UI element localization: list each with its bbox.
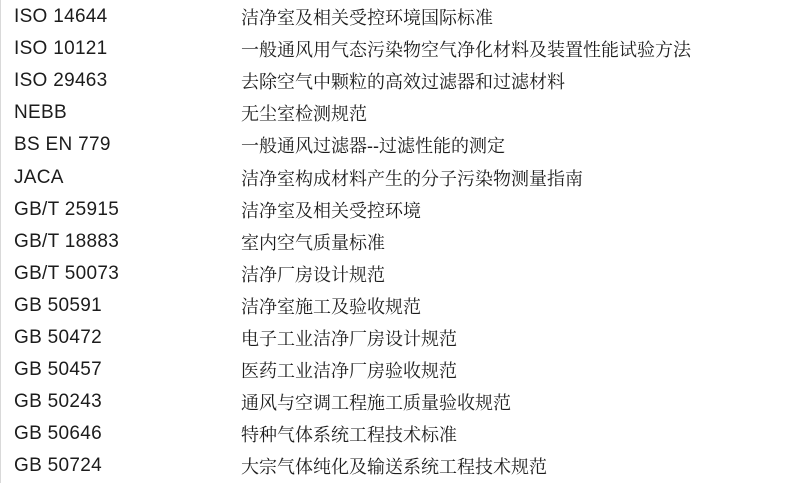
standard-code: GB 50646: [14, 423, 102, 445]
standard-code: GB 50472: [14, 326, 102, 348]
standard-code: GB 50724: [14, 455, 102, 477]
table-row: [1, 33, 800, 65]
standard-code: ISO 10121: [14, 38, 108, 60]
standard-code: ISO 14644: [14, 6, 108, 28]
standard-description: 洁净室构成材料产生的分子污染物测量指南: [241, 168, 583, 189]
table-row: [1, 386, 800, 418]
standard-description: 一般通风过滤器--过滤性能的测定: [241, 136, 505, 157]
standard-description: 洁净室及相关受控环境: [241, 200, 421, 221]
table-row: [1, 97, 800, 129]
standard-code: GB/T 25915: [14, 198, 120, 220]
standard-code: GB 50591: [14, 294, 102, 316]
table-row: [1, 418, 800, 450]
standard-code: GB 50457: [14, 359, 102, 381]
table-row: [1, 290, 800, 322]
standard-description: 特种气体系统工程技术标准: [241, 425, 457, 446]
standard-description: 洁净厂房设计规范: [241, 264, 385, 285]
standard-description: 无尘室检测规范: [241, 104, 367, 125]
standard-description: 医药工业洁净厂房验收规范: [241, 361, 457, 382]
table-row: [1, 322, 800, 354]
table-row: [1, 354, 800, 386]
table-row: [1, 450, 800, 482]
standard-description: 通风与空调工程施工质量验收规范: [241, 393, 511, 414]
table-row: [1, 129, 800, 161]
standard-code: BS EN 779: [14, 134, 111, 156]
standard-code: GB/T 18883: [14, 230, 120, 252]
standard-description: 一般通风用气态污染物空气净化材料及装置性能试验方法: [241, 40, 691, 61]
standard-description: 室内空气质量标准: [241, 232, 385, 253]
standard-code: ISO 29463: [14, 70, 108, 92]
standard-code: GB/T 50073: [14, 262, 120, 284]
table-row: [1, 1, 800, 33]
standard-description: 去除空气中颗粒的高效过滤器和过滤材料: [241, 72, 565, 93]
standard-description: 电子工业洁净厂房设计规范: [241, 328, 457, 349]
standard-description: 洁净室施工及验收规范: [241, 296, 421, 317]
table-row: [1, 161, 800, 193]
table-row: [1, 258, 800, 290]
table-row: [1, 226, 800, 258]
table-row: [1, 65, 800, 97]
standard-description: 大宗气体纯化及输送系统工程技术规范: [241, 457, 547, 478]
standard-code: GB 50243: [14, 391, 102, 413]
standard-code: JACA: [14, 166, 64, 188]
standard-code: NEBB: [14, 102, 67, 124]
standard-description: 洁净室及相关受控环境国际标准: [241, 8, 493, 29]
table-row: [1, 194, 800, 226]
